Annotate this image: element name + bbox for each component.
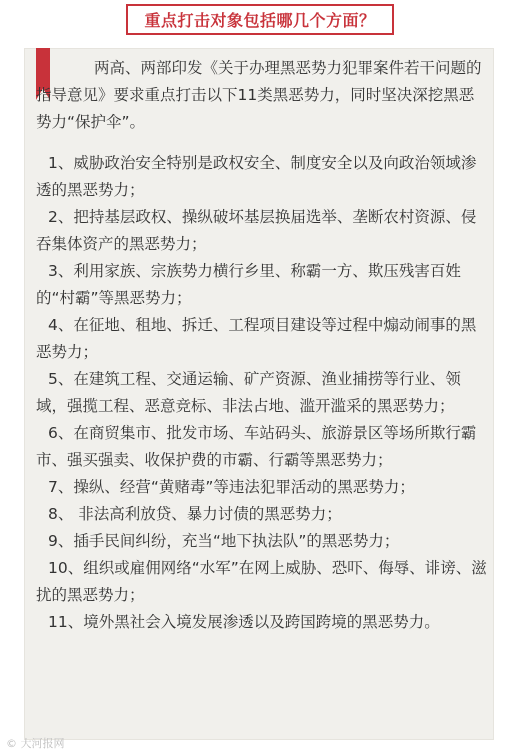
list-item: 6、在商贸集市、批发市场、车站码头、旅游景区等场所欺行霸市、强买强卖、收保护费的市霸、行霸等黑恶势力； [36,424,477,469]
article-body [36,55,488,636]
list-item: 8、 非法高利放贷、暴力讨债的黑恶势力； [48,505,342,523]
section-title-box [126,4,394,35]
list-item: 11、境外黑社会入境发展渗透以及跨国跨境的黑恶势力。 [48,613,440,631]
list-item: 10、组织或雇佣网络“水军”在网上威胁、恐吓、侮辱、诽谤、滋扰的黑恶势力； [36,559,487,604]
list-item: 9、插手民间纠纷，充当“地下执法队”的黑恶势力； [48,532,400,550]
list-item: 1、威胁政治安全特别是政权安全、制度安全以及向政治领域渗透的黑恶势力； [36,154,477,199]
list-item: 5、在建筑工程、交通运输、矿产资源、渔业捕捞等行业、领域，强揽工程、恶意竞标、非法占地、滥开滥采的黑恶势力； [36,370,461,415]
intro-paragraph: 两高、两部印发《关于办理黑恶势力犯罪案件若干问题的指导意见》要求重点打击以下11类黑恶势力，同时坚决深挖黑恶势力“保护伞”。 [36,59,482,131]
section-title: 重点打击对象包括哪几个方面？ [144,11,376,30]
list-item: 2、把持基层政权、操纵破坏基层换届选举、垄断农村资源、侵吞集体资产的黑恶势力； [36,208,477,253]
list-item: 3、利用家族、宗族势力横行乡里、称霸一方、欺压残害百姓的“村霸”等黑恶势力； [36,262,461,307]
list-item: 7、操纵、经营“黄赌毒”等违法犯罪活动的黑恶势力； [48,478,415,496]
list-item: 4、在征地、租地、拆迁、工程项目建设等过程中煽动闹事的黑恶势力； [36,316,477,361]
watermark: © 大河报网 [6,737,65,750]
